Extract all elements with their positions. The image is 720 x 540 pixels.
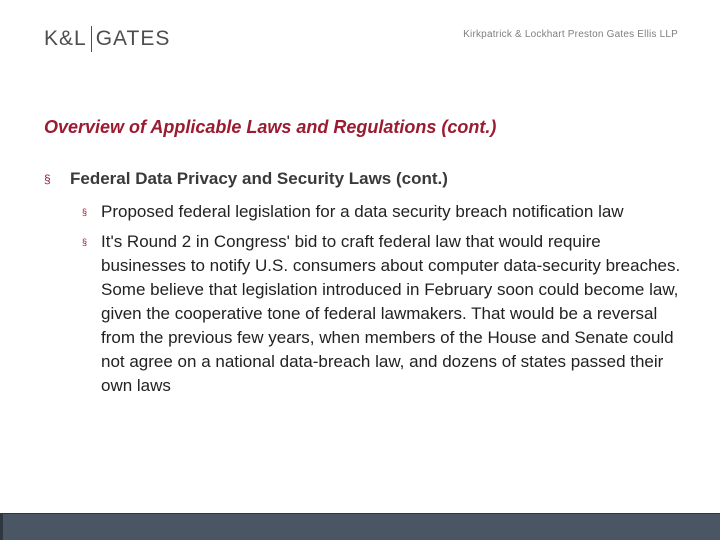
level1-bullet-text: Federal Data Privacy and Security Laws (cont.) <box>70 169 448 188</box>
bullet-icon: § <box>82 207 88 217</box>
logo-left-text: K&L <box>44 27 87 50</box>
level1-bullet-item <box>44 168 448 190</box>
slide-title: Overview of Applicable Laws and Regulations (cont.) <box>44 117 497 137</box>
logo-divider <box>91 26 92 52</box>
firm-logo <box>44 26 170 52</box>
bullet-icon: § <box>82 237 88 247</box>
footer-bar <box>0 513 720 540</box>
footer-left-edge <box>0 513 3 540</box>
level2-bullet-item <box>82 230 682 398</box>
bullet-icon: § <box>44 172 51 186</box>
firm-full-name: Kirkpatrick & Lockhart Preston Gates Ellis LLP <box>463 29 678 40</box>
logo-right-text: GATES <box>95 27 171 50</box>
level2-bullet-text: It's Round 2 in Congress' bid to craft federal law that would require businesses to notify U.S. consumers about computer data-security breaches. Some believe that legislation introduced in February soon could become law, given the cooperative tone of federal lawmakers. That would be a reversal from the previous few years, when members of the House and Senate could not agree on a national data-breach law, and dozens of states passed their own laws <box>101 232 681 395</box>
level2-bullet-text: Proposed federal legislation for a data security breach notification law <box>101 202 624 221</box>
level2-bullet-item <box>82 200 682 224</box>
level2-bullet-list <box>82 200 682 404</box>
